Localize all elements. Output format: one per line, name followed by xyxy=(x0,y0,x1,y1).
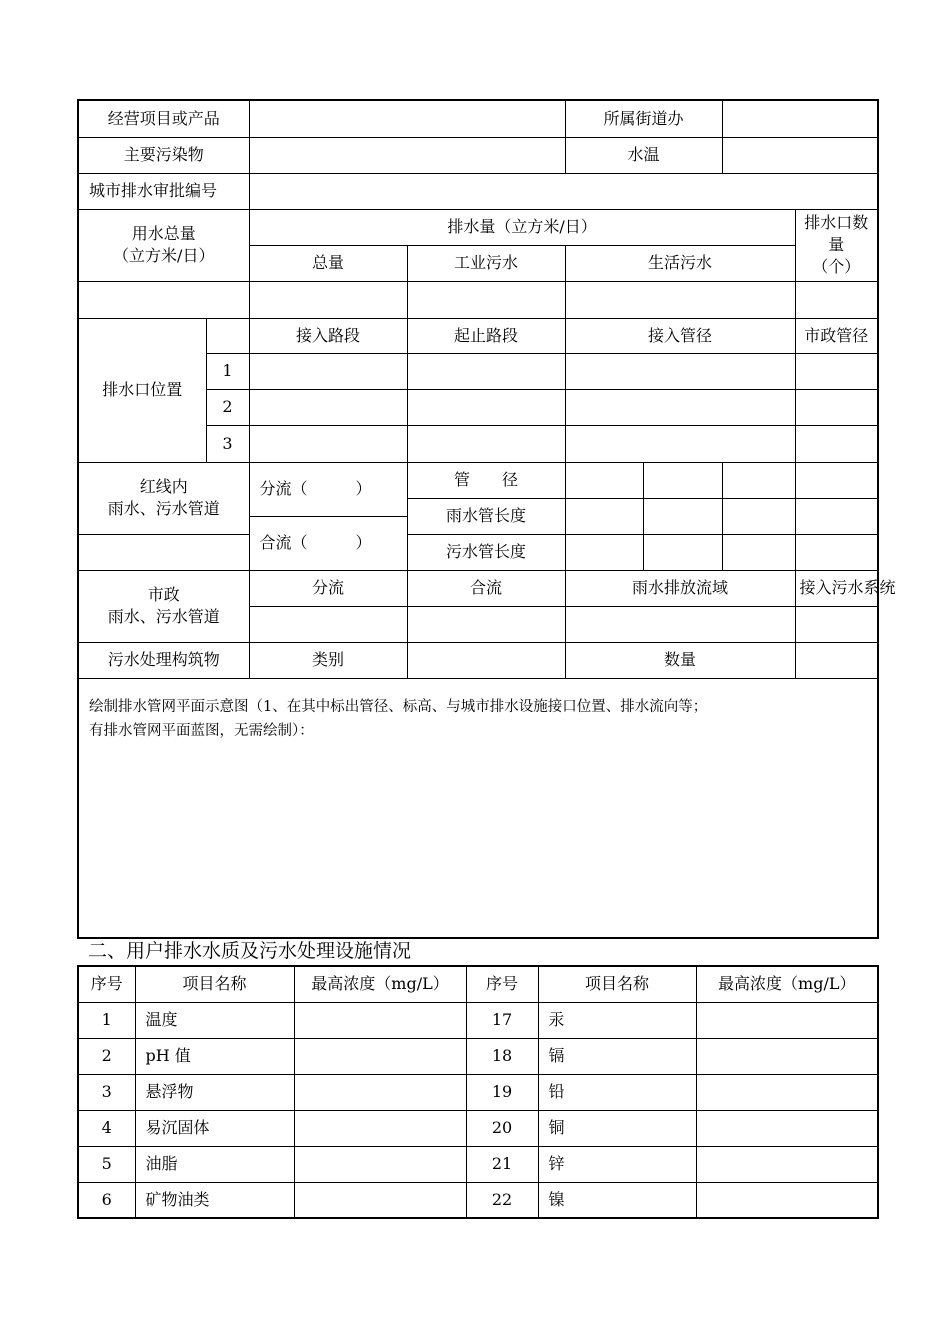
total-water-field[interactable] xyxy=(78,281,249,318)
municipal-separate-flow-field[interactable] xyxy=(249,606,407,642)
no-header: 序号 xyxy=(78,966,135,1002)
redline-cell[interactable] xyxy=(643,498,722,534)
item-name: 锌 xyxy=(538,1146,696,1182)
drawing-instruction-line2: 有排水管网平面蓝图，无需绘制）： xyxy=(89,722,314,739)
outlet-access-road-field[interactable] xyxy=(249,425,407,462)
row-number: 22 xyxy=(466,1182,538,1218)
redline-separate-flow-label: 分流（ ） xyxy=(249,462,407,516)
item-name-header: 项目名称 xyxy=(135,966,294,1002)
no-header: 序号 xyxy=(466,966,538,1002)
sewage-system-label: 接入污水系统 xyxy=(795,570,878,606)
redline-cell[interactable] xyxy=(565,534,643,570)
table-row xyxy=(78,1038,878,1074)
outlet-count-label-line1: 排水口数量 xyxy=(804,213,869,254)
industrial-sewage-field[interactable] xyxy=(407,281,565,318)
redline-cell[interactable] xyxy=(722,498,795,534)
category-field[interactable] xyxy=(407,642,565,678)
municipal-label-line1: 市政 xyxy=(147,585,180,604)
redline-cell[interactable] xyxy=(795,462,878,498)
item-name: 悬浮物 xyxy=(135,1074,294,1110)
outlet-access-diameter-field[interactable] xyxy=(565,353,795,389)
row-number: 18 xyxy=(466,1038,538,1074)
outlet-access-road-field[interactable] xyxy=(249,353,407,389)
municipal-separate-flow-label: 分流 xyxy=(249,570,407,606)
outlet-row-number: 3 xyxy=(206,425,249,462)
redline-combined-flow-label: 合流（ ） xyxy=(249,516,407,570)
table-row xyxy=(78,1002,878,1038)
max-conc-field[interactable] xyxy=(294,1110,466,1146)
redline-cell[interactable] xyxy=(643,462,722,498)
treatment-structure-label: 污水处理构筑物 xyxy=(78,642,249,678)
subdistrict-label: 所属街道办 xyxy=(565,100,722,137)
municipal-combined-flow-field[interactable] xyxy=(407,606,565,642)
max-conc-field[interactable] xyxy=(696,1182,878,1218)
item-name: 镍 xyxy=(538,1182,696,1218)
pipe-diameter-label: 管 径 xyxy=(407,462,565,498)
access-pipe-diameter-label: 接入管径 xyxy=(565,318,795,353)
max-conc-field[interactable] xyxy=(696,1038,878,1074)
drain-total-field[interactable] xyxy=(249,281,407,318)
main-pollutant-field[interactable] xyxy=(249,137,565,173)
outlet-municipal-diameter-field[interactable] xyxy=(795,353,878,389)
item-name: 铅 xyxy=(538,1074,696,1110)
approval-no-field[interactable] xyxy=(249,173,878,209)
drawing-area[interactable] xyxy=(78,678,878,938)
max-conc-field[interactable] xyxy=(294,1074,466,1110)
item-name: 铜 xyxy=(538,1110,696,1146)
industrial-sewage-label: 工业污水 xyxy=(407,245,565,281)
item-name: 镉 xyxy=(538,1038,696,1074)
sewage-pipe-length-label: 污水管长度 xyxy=(407,534,565,570)
row-number: 5 xyxy=(78,1146,135,1182)
row-number: 17 xyxy=(466,1002,538,1038)
outlet-access-diameter-field[interactable] xyxy=(565,425,795,462)
max-conc-field[interactable] xyxy=(696,1146,878,1182)
redline-cell[interactable] xyxy=(565,462,643,498)
total-water-label-line2: （立方米/日） xyxy=(113,246,215,265)
max-conc-field[interactable] xyxy=(696,1002,878,1038)
outlet-municipal-diameter-field[interactable] xyxy=(795,389,878,425)
item-name: 易沉固体 xyxy=(135,1110,294,1146)
outlet-count-field[interactable] xyxy=(795,281,878,318)
municipal-combined-flow-label: 合流 xyxy=(407,570,565,606)
outlet-access-road-field[interactable] xyxy=(249,389,407,425)
row-number: 21 xyxy=(466,1146,538,1182)
business-item-field[interactable] xyxy=(249,100,565,137)
separator-cell xyxy=(78,534,249,570)
start-end-road-label: 起止路段 xyxy=(407,318,565,353)
row-number: 1 xyxy=(78,1002,135,1038)
redline-cell[interactable] xyxy=(795,534,878,570)
max-conc-field[interactable] xyxy=(696,1074,878,1110)
row-number: 6 xyxy=(78,1182,135,1218)
drainage-volume-label: 排水量（立方米/日） xyxy=(249,209,795,245)
drain-total-label: 总量 xyxy=(249,245,407,281)
max-conc-field[interactable] xyxy=(696,1110,878,1146)
domestic-sewage-field[interactable] xyxy=(565,281,795,318)
outlet-row-number: 2 xyxy=(206,389,249,425)
max-conc-field[interactable] xyxy=(294,1146,466,1182)
redline-pipes-label xyxy=(78,462,249,534)
max-conc-field[interactable] xyxy=(294,1182,466,1218)
max-conc-header: 最高浓度（mg/L） xyxy=(294,966,466,1002)
domestic-sewage-label: 生活污水 xyxy=(565,245,795,281)
municipal-pipe-diameter-label: 市政管径 xyxy=(795,318,878,353)
outlet-municipal-diameter-field[interactable] xyxy=(795,425,878,462)
outlet-count-label-line2: （个） xyxy=(812,257,861,276)
redline-cell[interactable] xyxy=(795,498,878,534)
table-row xyxy=(78,1182,878,1218)
water-temp-label: 水温 xyxy=(565,137,722,173)
water-temp-field[interactable] xyxy=(722,137,878,173)
rain-pipe-length-label: 雨水管长度 xyxy=(407,498,565,534)
redline-label-line1: 红线内 xyxy=(139,477,188,496)
access-road-label: 接入路段 xyxy=(249,318,407,353)
quantity-label: 数量 xyxy=(565,642,795,678)
item-name: 矿物油类 xyxy=(135,1182,294,1218)
total-water-label-line1: 用水总量 xyxy=(131,224,196,243)
drainage-form-table xyxy=(77,99,896,939)
outlet-start-end-field[interactable] xyxy=(407,425,565,462)
max-conc-field[interactable] xyxy=(294,1002,466,1038)
sewage-system-field[interactable] xyxy=(795,606,878,642)
outlet-row-number: 1 xyxy=(206,353,249,389)
quantity-field[interactable] xyxy=(795,642,878,678)
redline-cell[interactable] xyxy=(643,534,722,570)
category-label: 类别 xyxy=(249,642,407,678)
table-row xyxy=(78,1146,878,1182)
rain-catchment-field[interactable] xyxy=(565,606,795,642)
municipal-label-line2: 雨水、污水管道 xyxy=(107,607,220,626)
drawing-instruction-line1: 绘制排水管网平面示意图（1、在其中标出管径、标高、与城市排水设施接口位置、排水流向等； xyxy=(89,698,708,715)
main-pollutant-label: 主要污染物 xyxy=(78,137,249,173)
item-name: 油脂 xyxy=(135,1146,294,1182)
rain-catchment-label: 雨水排放流域 xyxy=(565,570,795,606)
item-name: 温度 xyxy=(135,1002,294,1038)
section-title: 二、用户排水水质及污水处理设施情况 xyxy=(88,940,412,962)
item-name-header: 项目名称 xyxy=(538,966,696,1002)
redline-cell[interactable] xyxy=(722,462,795,498)
outlet-position-label: 排水口位置 xyxy=(78,318,206,462)
approval-no-label: 城市排水审批编号 xyxy=(78,173,249,209)
max-conc-header: 最高浓度（mg/L） xyxy=(696,966,878,1002)
redline-cell[interactable] xyxy=(722,534,795,570)
redline-cell[interactable] xyxy=(565,498,643,534)
water-quality-table xyxy=(77,965,879,1219)
row-number: 20 xyxy=(466,1110,538,1146)
outlet-start-end-field[interactable] xyxy=(407,389,565,425)
total-water-label xyxy=(78,209,249,281)
table-row xyxy=(78,1074,878,1110)
outlet-index-header xyxy=(206,318,249,353)
outlet-count-label xyxy=(795,209,878,281)
max-conc-field[interactable] xyxy=(294,1038,466,1074)
row-number: 4 xyxy=(78,1110,135,1146)
table-row xyxy=(78,1110,878,1146)
row-number: 19 xyxy=(466,1074,538,1110)
redline-label-line2: 雨水、污水管道 xyxy=(107,499,220,518)
item-name: pH 值 xyxy=(135,1038,294,1074)
municipal-pipes-label xyxy=(78,570,249,642)
subdistrict-field[interactable] xyxy=(722,100,878,137)
outlet-access-diameter-field[interactable] xyxy=(565,389,795,425)
row-number: 2 xyxy=(78,1038,135,1074)
item-name: 汞 xyxy=(538,1002,696,1038)
outlet-start-end-field[interactable] xyxy=(407,353,565,389)
row-number: 3 xyxy=(78,1074,135,1110)
business-item-label: 经营项目或产品 xyxy=(78,100,249,137)
